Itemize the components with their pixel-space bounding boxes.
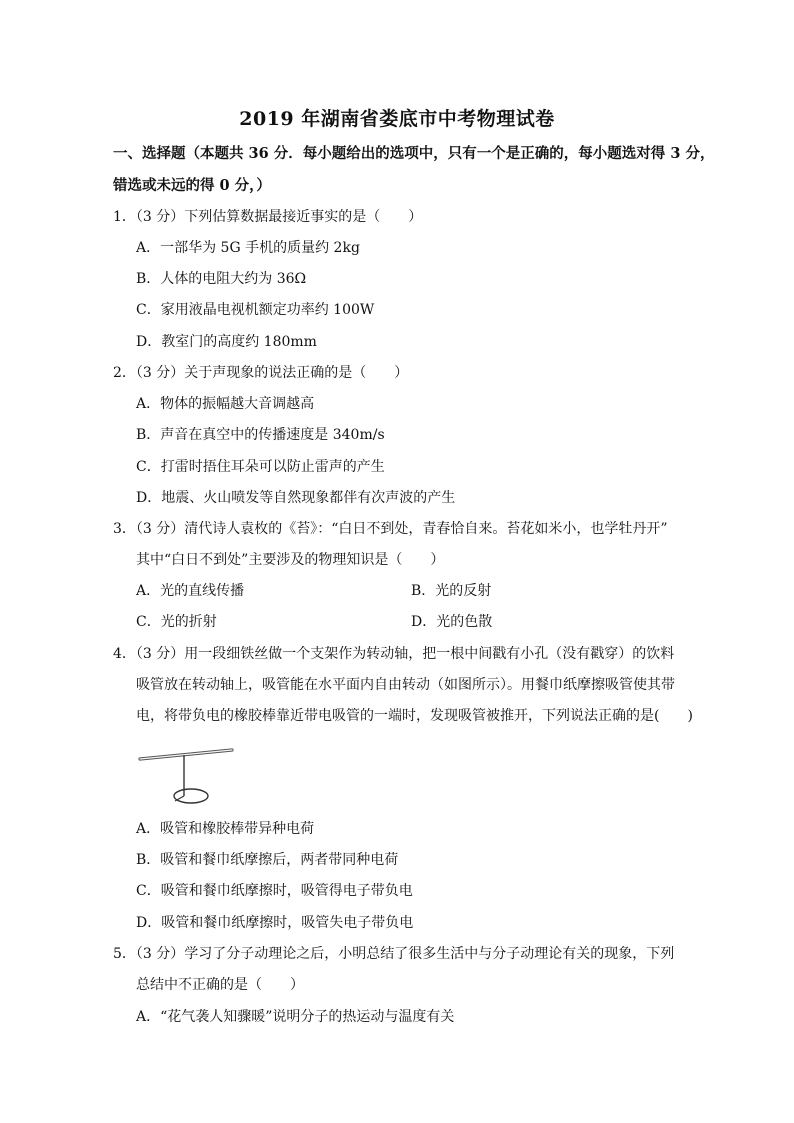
question-4-option-b: B．吸管和餐巾纸摩擦后，两者带同种电荷 <box>136 852 399 868</box>
section-heading-line-1: 一、选择题（本题共 36 分．每小题给出的选项中，只有一个是正确的，每小题选对得 3 分， <box>113 145 715 162</box>
question-5-stem-line-1: 5．（3 分）学习了分子动理论之后，小明总结了很多生活中与分子动理论有关的现象，下列 <box>113 946 675 962</box>
question-3-stem-line-1: 3．（3 分）清代诗人袁枚的《苔》：“白日不到处，青春恰自来。苔花如米小，也学牡丹开” <box>113 521 668 537</box>
question-1-option-d: D．教室门的高度约 180mm <box>136 334 317 350</box>
straw-pivot-figure <box>138 745 238 807</box>
question-2-option-c: C．打雷时捂住耳朵可以防止雷声的产生 <box>136 459 385 475</box>
question-4-stem-line-3: 电，将带负电的橡胶棒靠近带电吸管的一端时，发现吸管被推开，下列说法正确的是( ) <box>136 708 693 724</box>
question-2-option-d: D．地震、火山喷发等自然现象都伴有次声波的产生 <box>136 490 456 506</box>
question-1-option-c: C．家用液晶电视机额定功率约 100W <box>136 302 375 318</box>
question-1-stem: 1．（3 分）下列估算数据最接近事实的是（ ） <box>113 209 423 225</box>
question-2-option-a: A．物体的振幅越大音调越高 <box>136 396 315 412</box>
question-3-stem-line-2: 其中“白日不到处”主要涉及的物理知识是（ ） <box>136 552 445 568</box>
question-3-option-d: D．光的色散 <box>411 614 493 630</box>
question-3-option-b: B．光的反射 <box>411 583 492 599</box>
question-1-option-b: B．人体的电阻大约为 36Ω <box>136 271 307 287</box>
figure-wire-base <box>174 789 208 803</box>
question-4-option-d: D．吸管和餐巾纸摩擦时，吸管失电子带负电 <box>136 915 414 931</box>
exam-title: 2019 年湖南省娄底市中考物理试卷 <box>239 108 555 130</box>
section-heading-line-2: 错选或未远的得 0 分，） <box>113 177 271 194</box>
question-5-option-a: A．“花气袭人知骤暖”说明分子的热运动与温度有关 <box>136 1009 455 1025</box>
question-2-stem: 2．（3 分）关于声现象的说法正确的是（ ） <box>113 365 409 381</box>
question-3-option-c: C．光的折射 <box>136 614 217 630</box>
question-4-stem-line-2: 吸管放在转动轴上，吸管能在水平面内自由转动（如图所示）。用餐巾纸摩擦吸管使其带 <box>136 677 675 693</box>
question-4-option-c: C．吸管和餐巾纸摩擦时，吸管得电子带负电 <box>136 883 413 899</box>
question-1-option-a: A．一部华为 5G 手机的质量约 2kg <box>136 240 360 256</box>
question-4-stem-line-1: 4．（3 分）用一段细铁丝做一个支架作为转动轴，把一根中间戳有小孔（没有戳穿）的饮料 <box>113 646 675 662</box>
figure-wire-base-link <box>175 796 184 801</box>
figure-straw-highlight <box>140 750 232 759</box>
question-4-option-a: A．吸管和橡胶棒带异种电荷 <box>136 821 315 837</box>
question-5-stem-line-2: 总结中不正确的是（ ） <box>136 977 304 993</box>
question-3-option-a: A．光的直线传播 <box>136 583 245 599</box>
question-2-option-b: B．声音在真空中的传播速度是 340m/s <box>136 427 385 443</box>
